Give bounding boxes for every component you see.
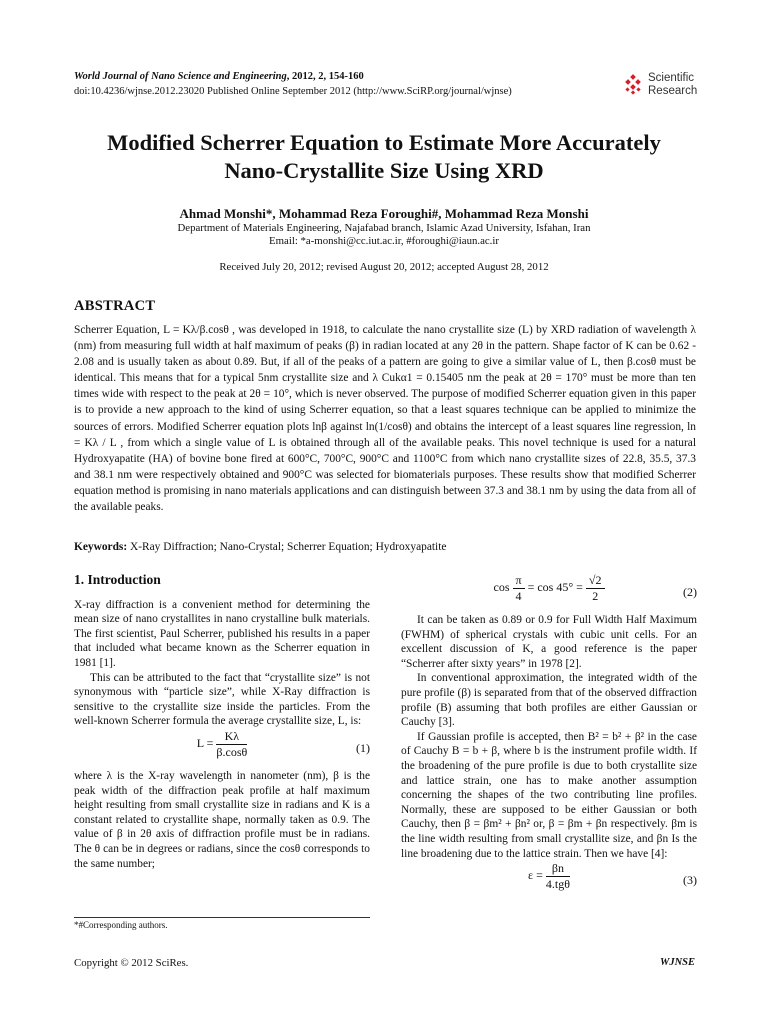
abstract-heading: ABSTRACT <box>74 298 156 314</box>
equation-3 <box>401 861 697 901</box>
footnote: *#Corresponding authors. <box>74 920 168 930</box>
intro-paragraph-2: This can be attributed to the fact that “crystallite size” is not synonymous with “particle size”, while X-Ray diffraction is sensitive to the crystallite size inside the particles. From the well-known Scherrer formula the average crystallite size, L, is: <box>74 671 370 728</box>
right-paragraph-2: In conventional approximation, the integrated width of the pure profile (β) is separated from that of the observed diffraction profile (B) assuming that both profiles are either Gaussian or Cauchy [3]. <box>401 672 697 729</box>
intro-paragraph-3: where λ is the X-ray wavelength in nanometer (nm), β is the peak width of the diffraction peak profile at half maximum height resulting from small crystallite size in radians and K is a constant related to crystallite shape, normally taken as 0.9. The value of β in 2θ axis of diffraction profile must be in radians. The θ can be in degrees or radians, since the cosθ corresponds to the same number; <box>74 769 370 870</box>
eq1-numerator: Kλ <box>216 729 247 745</box>
left-column <box>74 573 370 871</box>
right-column <box>401 573 697 901</box>
eq2-label: (2) <box>683 585 697 599</box>
equation-1 <box>74 729 370 769</box>
publisher-logo <box>622 72 702 100</box>
journal-volume: , 2012, 2, 154-160 <box>286 71 364 82</box>
footnote-divider <box>74 917 370 918</box>
eq3-fraction: $\frac{\beta n}{\text{4.tgθ}}$ <box>545 861 570 891</box>
email-line[interactable]: Email: *a-monshi@cc.iut.ac.ir, #foroughi@iaun.ac.ir <box>269 235 499 247</box>
right-paragraph-1: It can be taken as 0.89 or 0.9 for Full Width Half Maximum (FWHM) of spherical crystals with cubic unit cells. For an excellent discussion of K, a good reference is the paper “Scherrer after sixty years” in 1978 [2]. <box>401 614 697 670</box>
keywords-label: Keywords: <box>74 541 128 553</box>
eq3-lhs: ε = <box>528 867 543 882</box>
right-paragraph-3: If Gaussian profile is accepted, then B² = b² + β² in the case of Cauchy B = b + β, where b is the instrument profile width. If the broadening of the pure profile is due to both crystallite size and lattice strain, one has to make another assumption concerning the shapes of the two contributing line profiles. Normally, these are supposed to be either Gaussian or both Cauchy, then β = βm² + βn² or, β = βm + βn respectively. βm is the line width resulting from small crystallite size, and βn Is the line broadening due to the lattice strain. Then we have [4]: <box>401 730 697 860</box>
eq1-lhs: L = <box>196 735 214 750</box>
abstract-body <box>74 322 696 515</box>
abstract-text: Scherrer Equation, L = Kλ/β.cosθ , was developed in 1918, to calculate the nano crystallite size (L) by XRD radiation of wavelength λ (nm) from measuring full width at half maximum of peaks (β) in radian located at any 2θ in the pattern. Shape factor of K can be 0.62 - 2.08 and is usually taken as about 0.89. But, if all of the peaks of a pattern are going to give a similar value of L, then β.cosθ must be identical. This means that for a typical 5nm crystallite size and λ Cukα1 = 0.15405 nm the peak at 2θ = 170° must be more than ten times wide with respect to the peak at 2θ = 10°, which is never observed. The purpose of modified Scherrer equation given in this paper is to provide a new approach to the kind of using Scherrer equation, so that a least squares technique can be applied to minimize the sources of errors. Modified Scherrer equation plots lnβ against ln(1/cosθ) and obtains the intercept of a least squares line regression, ln = Kλ / L , from which a single value of L is obtained through all of the available peaks. This novel technique is used for a natural Hydroxyapatite (HA) of bovine bone fired at 600°C, 700°C, 900°C and 1100°C from which nano crystallite sizes of 22.8, 35.5, 37.3 and 38.1 nm were respectively obtained and 900°C was selected for biomaterials purposes. These results show that modified Scherrer equation method is promising in nano materials applications and can distinguish between 37.3 and 38.1 nm by using the data from all of the available peaks. <box>74 324 696 514</box>
scientific-research-logo-icon <box>622 74 644 96</box>
copyright: Copyright © 2012 SciRes. <box>74 957 189 969</box>
journal-citation <box>74 70 364 84</box>
journal-abbreviation: WJNSE <box>660 957 696 968</box>
eq2-lhs: cos <box>493 579 510 594</box>
keywords <box>74 540 696 555</box>
eq1-fraction <box>216 729 247 759</box>
eq2-middle: = cos 45° = <box>527 579 583 594</box>
eq1-denominator: β.cosθ <box>216 744 248 759</box>
authors: Ahmad Monshi*, Mohammad Reza Foroughi#, Mohammad Reza Monshi <box>179 206 589 221</box>
received-dates: Received July 20, 2012; revised August 20, 2012; accepted August 28, 2012 <box>219 261 549 273</box>
journal-name: World Journal of Nano Science and Engineering <box>74 71 287 82</box>
affiliation: Department of Materials Engineering, Najafabad branch, Islamic Azad University, Isfahan, Iran <box>177 222 591 234</box>
eq1-label: (1) <box>356 740 370 755</box>
intro-paragraph-1: X-ray diffraction is a convenient method for determining the mean size of nano crystallites in nano crystalline bulk materials. The first scientist, Paul Scherrer, published his results in a paper that included what became known as the Scherrer equation in 1981 [1]. <box>74 598 370 669</box>
publisher-name: Scientific Research <box>648 72 698 97</box>
equation-2 <box>401 573 697 613</box>
eq3-label: (3) <box>683 873 697 888</box>
section-heading-introduction: 1. Introduction <box>74 572 161 587</box>
eq2-fraction-left: $\frac{\pi}{4}$ <box>513 573 525 603</box>
doi-line: doi:10.4236/wjnse.2012.23020 Published Online September 2012 (http://www.SciRP.org/journal/wjnse) <box>74 86 512 97</box>
paper-title: Modified Scherrer Equation to Estimate More Accurately Nano-Crystallite Size Using XRD <box>107 130 661 183</box>
eq2-fraction-right: $\frac{√2}{2}$ <box>586 573 605 603</box>
keywords-text: X-Ray Diffraction; Nano-Crystal; Scherrer Equation; Hydroxyapatite <box>127 541 447 553</box>
